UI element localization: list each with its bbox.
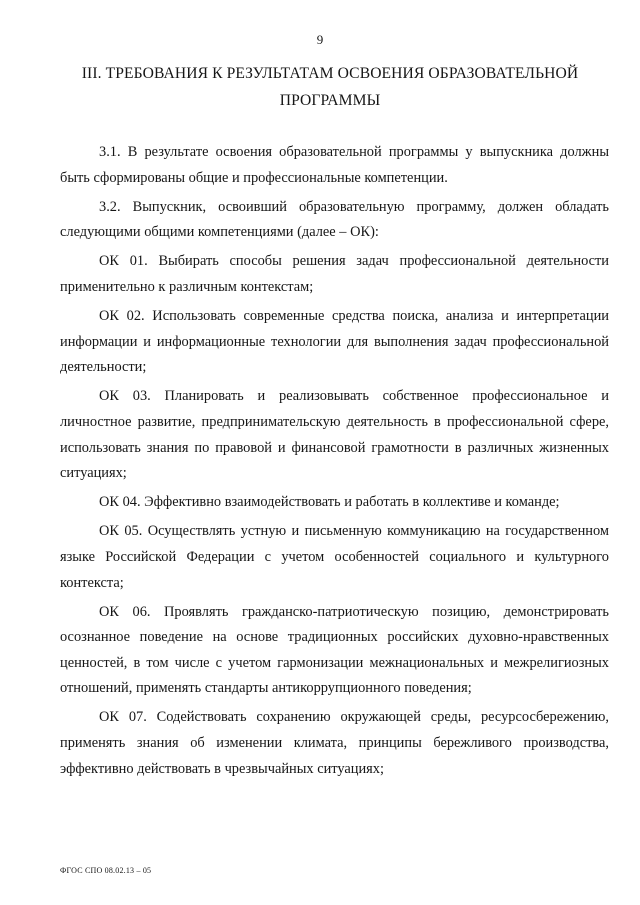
competency-ok-01: ОК 01. Выбирать способы решения задач профессиональной деятельности применительно к различным контекстам; xyxy=(60,253,609,295)
competency-ok-04: ОК 04. Эффективно взаимодействовать и работать в коллективе и команде; xyxy=(99,494,560,511)
paragraph-3-2: 3.2. Выпускник, освоивший образовательную программу, должен обладать следующими общими компетенциями (далее – ОК): xyxy=(60,198,609,241)
document-body xyxy=(60,140,609,786)
competency-ok-07: ОК 07. Содействовать сохранению окружающей среды, ресурсосбережению, применять знания об изменении климата, принципы бережливого производства, эффективно действовать в чрезвычайных ситуациях; xyxy=(60,709,609,777)
section-heading: III. ТРЕБОВАНИЯ К РЕЗУЛЬТАТАМ ОСВОЕНИЯ ОБРАЗОВАТЕЛЬНОЙ ПРОГРАММЫ xyxy=(81,65,579,109)
competency-ok-06: ОК 06. Проявлять гражданско-патриотическую позицию, демонстрировать осознанное поведение на основе традиционных российских духовно-нравственных ценностей, в том числе с учетом гармонизации межнациональных и межрелигиозных отношений, применять стандарты антикоррупционного поведения; xyxy=(60,603,609,697)
page-number: 9 xyxy=(316,32,324,47)
competency-ok-03: ОК 03. Планировать и реализовывать собственное профессиональное и личностное развитие, предпринимательскую деятельность в профессиональной сфере, использовать знания по правовой и финансовой грамотности в различных жизненных ситуациях; xyxy=(60,388,609,482)
paragraph-3-1: 3.1. В результате освоения образовательной программы у выпускника должны быть сформированы общие и профессиональные компетенции. xyxy=(60,144,609,186)
competency-ok-02: ОК 02. Использовать современные средства поиска, анализа и интерпретации информации и информационные технологии для выполнения задач профессиональной деятельности; xyxy=(60,308,609,376)
footer-standard-code: ФГОС СПО 08.02.13 – 05 xyxy=(60,866,152,875)
competency-ok-05: ОК 05. Осуществлять устную и письменную коммуникацию на государственном языке Российской Федерации с учетом особенностей социального и культурного контекста; xyxy=(60,523,609,591)
